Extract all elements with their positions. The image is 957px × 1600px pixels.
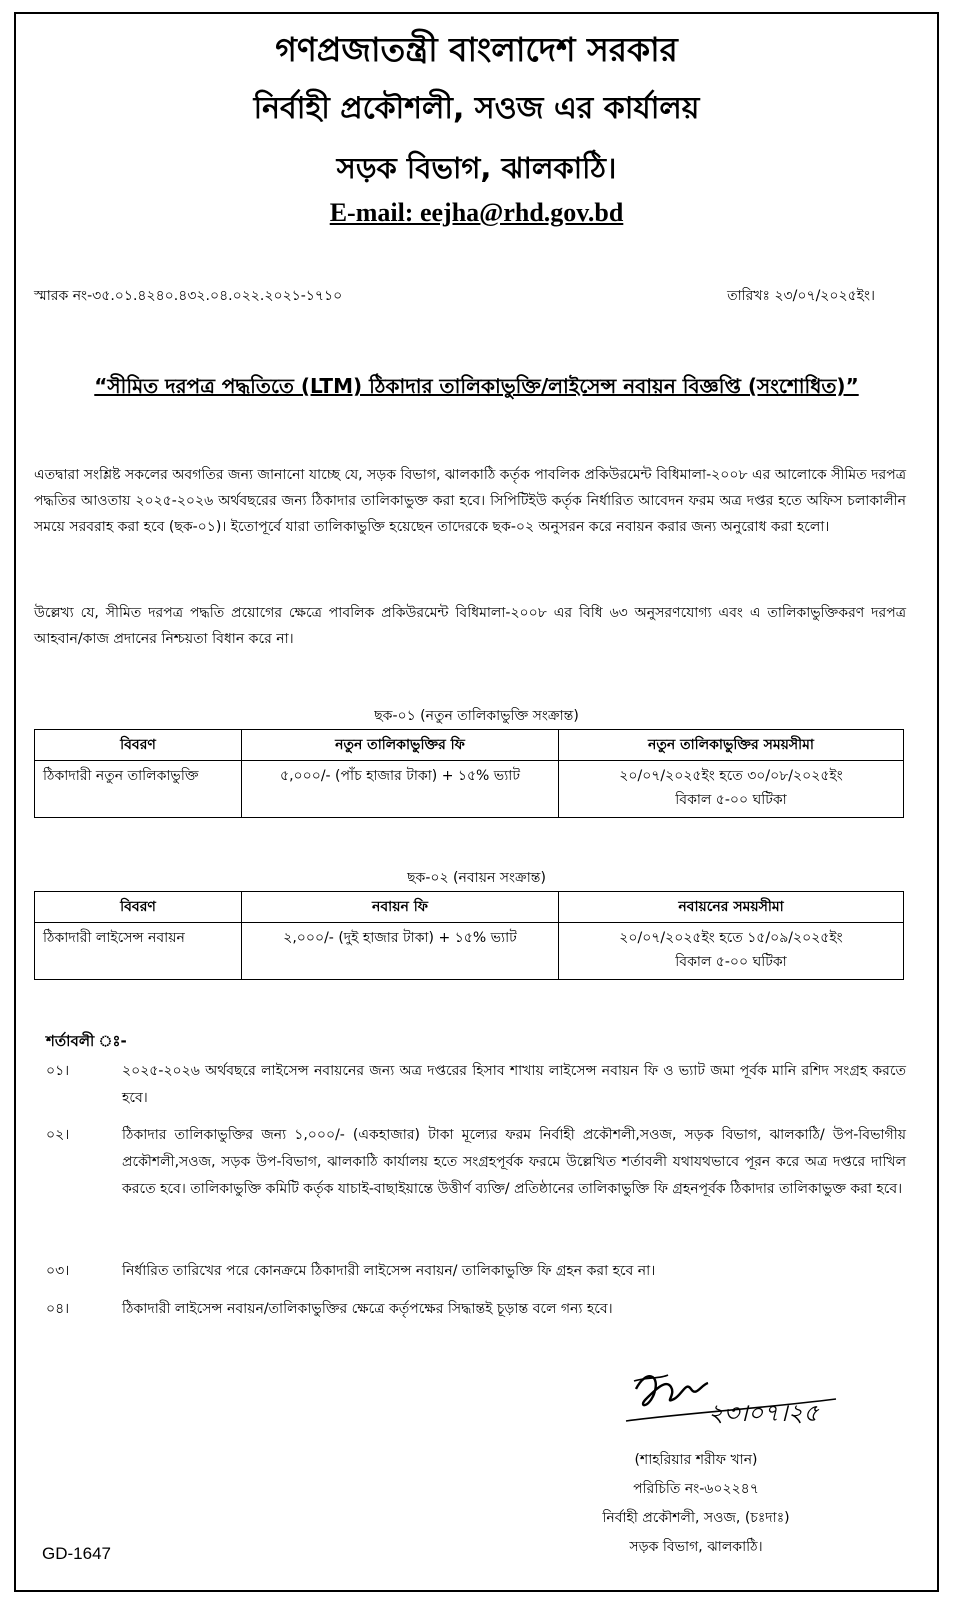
term-text: নির্ধারিত তারিখের পরে কোনক্রমে ঠিকাদারী লাইসেন্স নবায়ন/ তালিকাভুক্তি ফি গ্রহন করা হবে না। xyxy=(122,1263,656,1279)
table-header-cell: নতুন তালিকাভুক্তির সময়সীমা xyxy=(559,730,904,761)
office-title: নির্বাহী প্রকৌশলী, সওজ এর কার্যালয় xyxy=(253,91,700,126)
term-item xyxy=(46,1122,906,1203)
table-cell: ২,০০০/- (দুই হাজার টাকা) + ১৫% ভ্যাট xyxy=(242,923,559,980)
paragraph-note: উল্লেখ্য যে, সীমিত দরপত্র পদ্ধতি প্রয়োগের ক্ষেত্রে পাবলিক প্রকিউরমেন্ট বিধিমালা-২০০৮ এর বিধি ৬৩ অনুসরণযোগ্য এবং এ তালিকাভুক্তিকরণ দরপত্র আহবান/কাজ প্রদানের নিশ্চয়তা বিধান করে না। xyxy=(34,605,906,647)
table-cell: ঠিকাদারী নতুন তালিকাভুক্তি xyxy=(35,761,242,818)
memo-date: তারিখঃ ২৩/০৭/২০২৫ইং। xyxy=(727,288,875,304)
notice-page xyxy=(14,12,939,1592)
table-cell: ঠিকাদারী লাইসেন্স নবায়ন xyxy=(35,923,242,980)
email-text: E-mail: eejha@rhd.gov.bd xyxy=(329,198,624,227)
term-number: ০৪। xyxy=(46,1301,70,1317)
memo-number: স্মারক নং-৩৫.০১.৪২৪০.৪৩২.০৪.০২২.২০২১-১৭১০ xyxy=(34,288,343,304)
division-title: সড়ক বিভাগ, ঝালকাঠি। xyxy=(336,151,617,185)
paragraph-intro: এতদ্বারা সংশ্লিষ্ট সকলের অবগতির জন্য জানানো যাচ্ছে যে, সড়ক বিভাগ, ঝালকাঠি কর্তৃক পাবলিক প্রকিউরমেন্ট বিধিমালা-২০০৮ এর আলোকে সীমিত দরপত্র পদ্ধতির আওতায় ২০২৫-২০২৬ অর্থবছরের জন্য ঠিকাদার তালিকাভুক্ত করা হবে। সিপিটিইউ কর্তৃক নির্ধারিত আবেদন ফরম অত্র দপ্তর হতে অফিস চলাকালীন সময়ে সরবরাহ করা হবে (ছক-০১)। ইতোপূর্বে যারা তালিকাভুক্তি হয়েছেন তাদেরকে ছক-০২ অনুসরন করে নবায়ন করার জন্য অনুরোধ করা হলো। xyxy=(34,467,906,535)
term-text: ঠিকাদারী লাইসেন্স নবায়ন/তালিকাভুক্তির ক্ষেত্রে কর্তৃপক্ষের সিদ্ধান্তই চূড়ান্ত বলে গন্য হবে। xyxy=(122,1301,613,1317)
new-enlistment-table xyxy=(34,729,904,818)
term-number: ০২। xyxy=(46,1127,70,1143)
signature-date: ২৩।০৭।২৫ xyxy=(708,1399,819,1427)
notice-title xyxy=(16,372,937,405)
table-header-cell: নবায়ন ফি xyxy=(242,892,559,923)
table-header-cell: বিবরণ xyxy=(35,730,242,761)
table-header-cell: নবায়নের সময়সীমা xyxy=(559,892,904,923)
terms-heading: শর্তাবলী ঃ- xyxy=(46,1032,127,1050)
table-cell: ৫,০০০/- (পাঁচ হাজার টাকা) + ১৫% ভ্যাট xyxy=(242,761,559,818)
signatory-name: (শাহরিয়ার শরীফ খান) xyxy=(634,1452,758,1468)
table-header-cell: নতুন তালিকাভুক্তির ফি xyxy=(242,730,559,761)
table2-caption: ছক-০২ (নবায়ন সংক্রান্ত) xyxy=(407,870,546,886)
handwritten-signature xyxy=(616,1359,856,1439)
signatory-block xyxy=(546,1446,846,1562)
table-cell xyxy=(559,923,904,980)
period-time: বিকাল ৫-০০ ঘটিকা xyxy=(675,954,787,970)
term-text: ঠিকাদার তালিকাভুক্তির জন্য ১,০০০/- (একহাজার) টাকা মূল্যের ফরম নির্বাহী প্রকৌশলী,সওজ, সড়ক বিভাগ, ঝালকাঠি/ উপ-বিভাগীয় প্রকৌশলী,সওজ, সড়ক উপ-বিভাগ, ঝালকাঠি কার্যালয় হতে সংগ্রহপূর্বক ফরমে উল্লেখিত শর্তাবলী যথাযথভাবে পূরন করে অত্র দপ্তরে দাখিল করতে হবে। তালিকাভুক্তি কমিটি কর্তৃক যাচাই-বাছাইয়ান্তে উত্তীর্ণ ব্যক্তি/ প্রতিষ্ঠানের তালিকাভুক্তি ফি গ্রহনপূর্বক ঠিকাদার তালিকাভুক্ত করা হবে। xyxy=(122,1127,906,1197)
table-header-row xyxy=(35,892,904,923)
table-row xyxy=(35,761,904,818)
term-number: ০৩। xyxy=(46,1263,70,1279)
term-item xyxy=(46,1296,906,1323)
government-title: গণপ্রজাতন্ত্রী বাংলাদেশ সরকার xyxy=(275,30,678,69)
period-time: বিকাল ৫-০০ ঘটিকা xyxy=(675,792,787,808)
table-header-row xyxy=(35,730,904,761)
notice-title-text: “সীমিত দরপত্র পদ্ধতিতে (LTM) ঠিকাদার তালিকাভুক্তি/লাইসেন্স নবায়ন বিজ্ঞপ্তি (সংশোধিত)” xyxy=(94,374,859,398)
signatory-office: সড়ক বিভাগ, ঝালকাঠি। xyxy=(629,1539,763,1555)
term-number: ০১। xyxy=(46,1063,70,1079)
signatory-id: পরিচিতি নং-৬০২২৪৭ xyxy=(633,1481,759,1497)
footer-code: GD-1647 xyxy=(42,1544,111,1563)
table-header-cell: বিবরণ xyxy=(35,892,242,923)
table1-caption: ছক-০১ (নতুন তালিকাভুক্তি সংক্রান্ত) xyxy=(374,708,579,724)
table-row xyxy=(35,923,904,980)
term-item xyxy=(46,1258,906,1285)
renewal-table xyxy=(34,891,904,980)
table-cell xyxy=(559,761,904,818)
period-dates: ২০/০৭/২০২৫ইং হতে ৩০/০৮/২০২৫ইং xyxy=(619,768,843,784)
office-email xyxy=(16,198,937,228)
period-dates: ২০/০৭/২০২৫ইং হতে ১৫/০৯/২০২৫ইং xyxy=(619,930,843,946)
signatory-designation: নির্বাহী প্রকৌশলী, সওজ, (চঃদাঃ) xyxy=(602,1510,790,1526)
term-item xyxy=(46,1058,906,1112)
term-text: ২০২৫-২০২৬ অর্থবছরে লাইসেন্স নবায়নের জন্য অত্র দপ্তরের হিসাব শাখায় লাইসেন্স নবায়ন ফি ও ভ্যাট জমা পূর্বক মানি রশিদ সংগ্রহ করতে হবে। xyxy=(122,1063,906,1106)
